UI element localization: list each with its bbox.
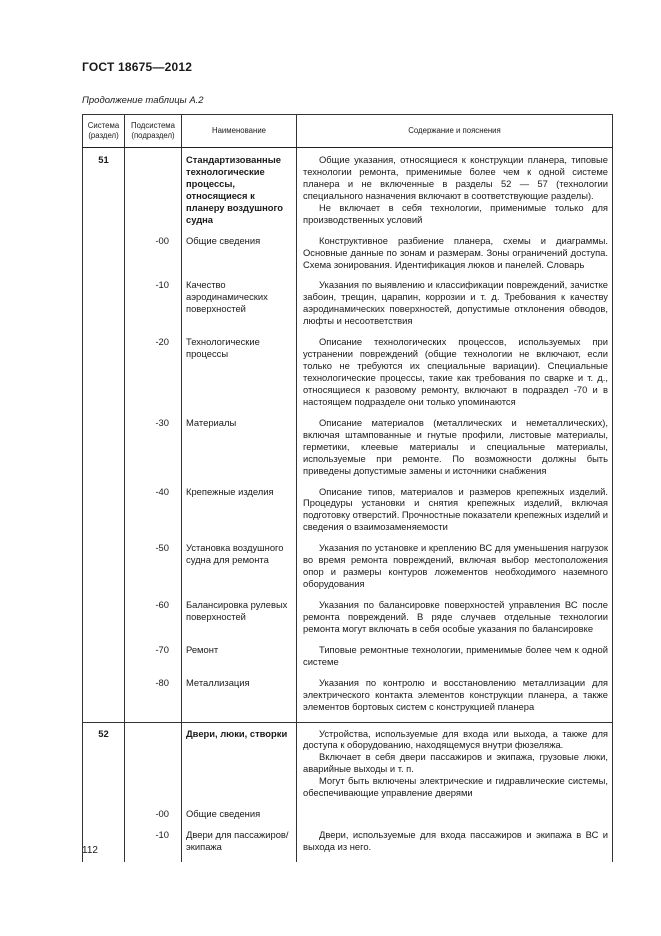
subsystem-code: -70 <box>125 644 182 677</box>
item-name: Качество аэродинамических поверхностей <box>182 279 297 336</box>
subsystem-code: -00 <box>125 235 182 280</box>
system-code <box>83 235 125 280</box>
subsystem-code: -40 <box>125 486 182 543</box>
item-name: Общие сведения <box>182 235 297 280</box>
system-code <box>83 644 125 677</box>
item-name: Общие сведения <box>182 808 297 829</box>
header-subsystem: Подсистема (подраздел) <box>125 115 182 148</box>
header-name: Наименование <box>182 115 297 148</box>
subsystem-code: -80 <box>125 677 182 722</box>
item-description <box>297 722 613 808</box>
item-description <box>297 808 613 829</box>
description-paragraph: Описание типов, материалов и размеров крепежных изделий. Процедуры установки и снятия крепежных изделий, включая подготовку отверстий. Прочностные показатели крепежных изделий и сведения о взаимозаменяемости <box>303 485 608 533</box>
page-number: 112 <box>82 845 98 856</box>
description-paragraph: Двери, используемые для входа пассажиров и экипажа в ВС и выхода из него. <box>303 829 608 852</box>
description-paragraph: Могут быть включены электрические и гидравлические системы, обеспечивающие управление дверями <box>303 775 608 799</box>
subsystem-code: -60 <box>125 599 182 644</box>
system-code <box>83 599 125 644</box>
table-header-row <box>83 115 613 148</box>
item-description <box>297 677 613 722</box>
item-description <box>297 417 613 486</box>
description-paragraph: Указания по выявлению и классификации повреждений, зачистке забоин, трещин, царапин, коррозии и т. д. Требования к качеству аэродинамических поверхностей, допустимые отклонения обводов, люфты и несоответствия <box>303 279 608 327</box>
item-description <box>297 599 613 644</box>
table-row <box>83 808 613 829</box>
item-description <box>297 829 613 862</box>
table-row <box>83 829 613 862</box>
table-row <box>83 677 613 722</box>
item-name: Крепежные изделия <box>182 486 297 543</box>
description-paragraph: Описание материалов (металлических и неметаллических), включая штампованные и гнутые профили, листовые материалы, герметики, клеевые материалы и специальные материалы, используемые при ремонте. По возможности должны быть приведены допустимые замены и источники снабжения <box>303 416 608 476</box>
item-name: Двери для пассажиров/экипажа <box>182 829 297 862</box>
table-row <box>83 644 613 677</box>
item-name: Материалы <box>182 417 297 486</box>
item-name: Технологические процессы <box>182 336 297 417</box>
item-description <box>297 279 613 336</box>
subsystem-code: -10 <box>125 279 182 336</box>
subsystem-code <box>125 722 182 808</box>
item-description <box>297 336 613 417</box>
description-paragraph: Конструктивное разбиение планера, схемы и диаграммы. Основные данные по зонам и размерам. Зоны ограничений доступа. Схема зонирования. Идентификация люков и панелей. Словарь <box>303 234 608 270</box>
system-code <box>83 486 125 543</box>
header-content: Содержание и пояснения <box>297 115 613 148</box>
item-description <box>297 486 613 543</box>
table-row <box>83 486 613 543</box>
item-description <box>297 644 613 677</box>
item-description <box>297 542 613 599</box>
table-row <box>83 336 613 417</box>
header-system: Система (раздел) <box>83 115 125 148</box>
item-description <box>297 148 613 235</box>
system-code <box>83 677 125 722</box>
table-row <box>83 235 613 280</box>
subsystem-code: -10 <box>125 829 182 862</box>
description-paragraph: Типовые ремонтные технологии, применимые более чем к одной системе <box>303 643 608 667</box>
description-paragraph: Указания по балансировке поверхностей управления ВС после ремонта повреждений. В ряде случаев отдельные технологии ремонта могут включать в себя особые указания по балансировке <box>303 599 608 634</box>
system-code: 51 <box>83 148 125 235</box>
subsystem-code: -50 <box>125 542 182 599</box>
subsystem-code: -30 <box>125 417 182 486</box>
table-row <box>83 599 613 644</box>
item-name: Стандартизованные технологические процессы, относящиеся к планеру воздушного судна <box>182 148 297 235</box>
table-continuation-title: Продолжение таблицы А.2 <box>82 95 204 106</box>
classification-table <box>82 114 613 862</box>
description-paragraph: Описание технологических процессов, используемых при устранении повреждений (общие технологии не включают, если только не требуются их специальные вариации). Специальные технологические процессы, такие как требования по сварке и т. д., относящиеся к разовому ремонту, включают в подраздел -70 и в настоящем подразделе они только упоминаются <box>303 336 608 407</box>
item-name: Ремонт <box>182 644 297 677</box>
subsystem-code: -00 <box>125 808 182 829</box>
description-paragraph: Указания по контролю и восстановлению металлизации для электрического контакта элементов конструкции планера, а также элементов бортовых систем с конструкцией планера <box>303 676 608 712</box>
table-row <box>83 148 613 235</box>
item-name: Установка воздушного судна для ремонта <box>182 542 297 599</box>
system-code: 52 <box>83 722 125 808</box>
table-row <box>83 279 613 336</box>
item-description <box>297 235 613 280</box>
subsystem-code: -20 <box>125 336 182 417</box>
description-paragraph: Не включает в себя технологии, применимые только для производственных условий <box>303 201 608 225</box>
item-name: Двери, люки, створки <box>182 722 297 808</box>
item-name: Металлизация <box>182 677 297 722</box>
system-code <box>83 279 125 336</box>
subsystem-code <box>125 148 182 235</box>
item-name: Балансировка рулевых поверхностей <box>182 599 297 644</box>
description-paragraph: Включает в себя двери пассажиров и экипажа, грузовые люки, аварийные выходы и т. п. <box>303 751 608 775</box>
description-paragraph: Общие указания, относящиеся к конструкции планера, типовые технологии ремонта, применимые более чем к одной системе планера и не включенные в разделы 52 — 57 (технологии специального назначения включают в соответствующие разделы). <box>303 154 608 201</box>
table-row <box>83 417 613 486</box>
system-code <box>83 808 125 829</box>
system-code <box>83 336 125 417</box>
description-paragraph: Устройства, используемые для входа или выхода, а также для доступа к оборудованию, находящемуся внутри фюзеляжа. <box>303 727 608 751</box>
document-title: ГОСТ 18675—2012 <box>82 60 193 74</box>
table-body <box>83 148 613 862</box>
table-row <box>83 542 613 599</box>
system-code <box>83 417 125 486</box>
table-row <box>83 722 613 808</box>
description-paragraph: Указания по установке и креплению ВС для уменьшения нагрузок во время ремонта повреждений, включая выбор местоположения опор и размеры контуров ложементов необходимого наземного оборудования <box>303 542 608 590</box>
system-code <box>83 542 125 599</box>
